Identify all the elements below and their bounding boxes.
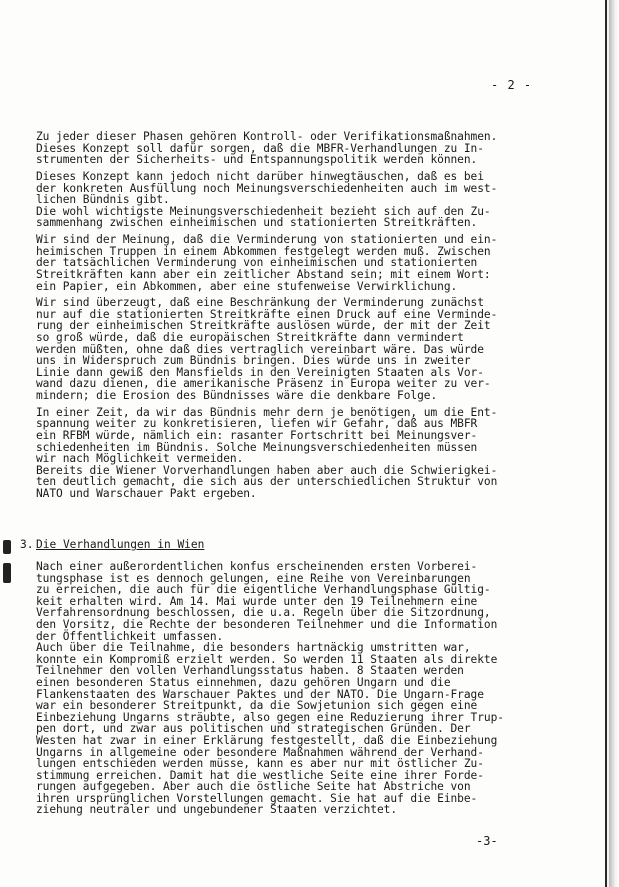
paragraph: Dieses Konzept kann jedoch nicht darüber hinwegtäuschen, daß es bei der konkreten Ausfüllung noch Meinungsverschiedenheiten auch im west- lichen Bündnis gibt. Die wohl wichtigste Meinungsverschiedenheit bezieht sich auf den Zu- sammenhang zwischen einheimischen und stationierten Streitkräften. [36,169,498,230]
punch-hole-mark [3,540,11,554]
body-text [36,131,556,500]
punch-hole-mark [3,563,11,583]
page-number-bottom: -3- [476,834,498,848]
section-number: 3. [20,538,34,551]
section-title: Die Verhandlungen in Wien [36,538,205,551]
page-number-top: - 2 - [491,78,533,92]
paragraph: Zu jeder dieser Phasen gehören Kontroll- oder Verifikationsmaßnahmen. Dieses Konzept soll dafür sorgen, daß die MBFR-Verhandlungen zu In- strumenten der Sicherheits- und Entspannungspolitik werden können. [36,130,498,167]
section-heading [20,539,204,551]
page-right-edge [605,0,617,887]
paragraph: In einer Zeit, da wir das Bündnis mehr dern je benötigen, um die Ent- spannung weiter zu konkretisieren, liefen wir Gefahr, daß aus MBFR ein RFBM würde, nämlich ein: rasanter Fortschritt bei Meinungsver- schiedenheiten im Bündnis. Solche Meinungsverschiedenheiten müssen wir nach Möglichkeit vermeiden. Bereits die Wiener Vorverhandlungen haben aber auch die Schwierigkei- ten deutlich gemacht, die sich aus der unterschiedlichen Struktur von NATO und Warschauer Pakt ergeben. [36,405,498,500]
paragraph: Wir sind überzeugt, daß eine Beschränkung der Verminderung zunächst nur auf die stationierten Streitkräfte einen Druck auf eine Verminde- rung der einheimischen Streitkräfte auslösen würde, der mit der Zeit so groß würde, daß die europäischen Streitkräfte dann vermindert werden müßten, ohne daß dies vertraglich vereinbart wäre. Das würde uns in Widerspruch zum Bündnis bringen. Dies würde uns in zweiter Linie dann gewiß den Mansfields in den Vereinigten Staaten als Vor- wand dazu dienen, die amerikanische Präsenz in Europa weiter zu ver- mindern; die Erosion des Bündnisses wäre die denkbare Folge. [36,296,498,403]
paragraph: Nach einer außerordentlichen konfus erscheinenden ersten Vorberei- tungsphase ist es dennoch gelungen, eine Reihe von Vereinbarungen zu erreichen, die auch für die eigentliche Verhandlungsphase Gültig- keit erhalten wird. Am 14. Mai wurde unter den 19 Teilnehmern eine Verfahrensordnung beschlossen, die u.a. Regeln über die Sitzordnung, den Vorsitz, die Rechte der besonderen Teilnehmer und die Information der Öffentlichkeit umfassen. Auch über die Teilnahme, die besonders hartnäckig umstritten war, konnte ein Kompromiß erzielt werden. So werden 11 Staaten als direkte Teilnehmer den vollen Verhandlungsstatus haben. 8 Staaten werden einen besonderen Status einnehmen, dazu gehören Ungarn und die Flankenstaaten des Warschauer Paktes und der NATO. Die Ungarn-Frage war ein besonderer Streitpunkt, da die Sowjetunion sich gegen eine Einbeziehung Ungarns sträubte, also gegen eine Reduzierung ihrer Trup- pen dort, und zwar aus politischen und strategischen Gründen. Der Westen hat zwar in einer Erklärung festgestellt, daß die Einbeziehung Ungarns in allgemeine oder besondere Maßnahmen während der Verhand- lungen entschieden werden müsse, kann es aber nur mit östlicher Zu- stimmung erreichen. Damit hat die westliche Seite eine ihrer Forde- rungen aufgegeben. Aber auch die östliche Seite hat Abstriche von ihren ursprünglichen Vorstellungen gemacht. Sie hat auf die Einbe- ziehung neutraler und ungebundener Staaten verzichtet. [36,560,504,817]
paragraph: Wir sind der Meinung, daß die Verminderung von stationierten und ein- heimischen Truppen in einem Abkommen festgelegt werden muß. Zwischen der tatsächlichen Verminderung von einheimischen und stationierten Streitkräften kann aber ein zeitlicher Abstand sein; mit einem Wort: ein Papier, ein Abkommen, aber eine stufenweise Verwirklichung. [36,233,498,293]
section-body [36,561,556,816]
